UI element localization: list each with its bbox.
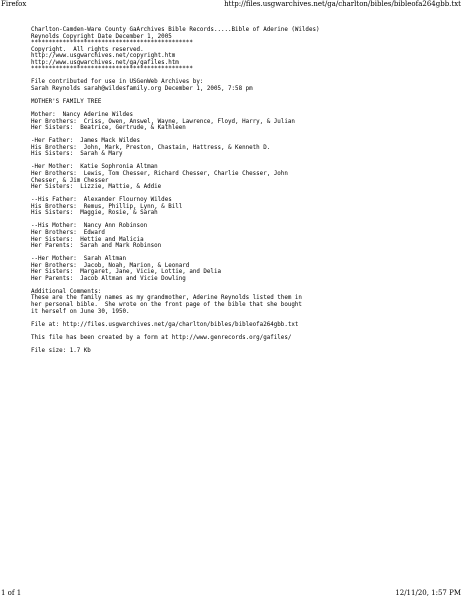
document-line: -Her Father: James Mack Wildes bbox=[31, 138, 141, 145]
browser-app-name: Firefox bbox=[1, 0, 27, 8]
document-line: His Brothers: John, Mark, Preston, Chastain, Hattress, & Kenneth D. bbox=[31, 144, 271, 151]
document-line: her personal bible. She wrote on the front page of the bible that she bought bbox=[31, 301, 302, 308]
print-timestamp: 12/11/20, 1:57 PM bbox=[395, 589, 461, 597]
document-line: Mother: Nancy Aderine Wildes bbox=[31, 112, 134, 119]
document-line: His Sisters: Maggie, Rosie, & Sarah bbox=[31, 210, 158, 217]
page-indicator: 1 of 1 bbox=[1, 589, 22, 597]
document-line: ********************************************** bbox=[31, 40, 193, 47]
document-line: http://www.usgwarchives.net/copyright.htm bbox=[31, 53, 176, 60]
document-line: This file has been created by a form at http://www.genrecords.org/gafiles/ bbox=[31, 334, 292, 341]
document-line: -Her Mother: Katie Sophronia Altman bbox=[31, 164, 158, 171]
document-line: --Her Mother: Sarah Altman bbox=[31, 256, 126, 263]
document-line: Her Sisters: Margaret, Jane, Vicie, Lottie, and Delia bbox=[31, 269, 221, 276]
document-line: Her Parents: Sarah and Mark Robinson bbox=[31, 243, 162, 250]
document-text bbox=[31, 27, 456, 354]
document-line: Her Brothers: Criss, Owen, Answel, Wayne, Lawrence, Floyd, Harry, & Julian bbox=[31, 118, 295, 125]
document-line: These are the family names as my grandmother, Aderine Reynolds listed them in bbox=[31, 295, 302, 302]
document-line: Her Brothers: Lewis, Tom Chesser, Richard Chesser, Charlie Chesser, John bbox=[31, 171, 288, 178]
document-line: File contributed for use in USGenWeb Archives by: bbox=[31, 79, 204, 86]
document-line: File size: 1.7 Kb bbox=[31, 347, 91, 354]
document-line: Her Parents: Jacob Altman and Vicie Dowling bbox=[31, 275, 186, 282]
document-line: Charlton-Camden-Ware County GaArchives Bible Records.....Bible of Aderine (Wildes) bbox=[31, 27, 320, 33]
document-line: His Brothers: Remus, Phillip, Lynn, & Bill bbox=[31, 203, 183, 210]
document-line: MOTHER'S FAMILY TREE bbox=[31, 99, 102, 106]
document-line: --His Father: Alexander Flournoy Wildes bbox=[31, 197, 172, 204]
document-line: Copyright. All rights reserved. bbox=[31, 46, 144, 53]
document-line: Reynolds Copyright Date December 1, 2005 bbox=[31, 33, 172, 40]
document-line: ********************************************** bbox=[31, 66, 193, 73]
document-line: Her Sisters: Beatrice, Gertrude, & Kathleen bbox=[31, 125, 186, 132]
document-line: Her Sisters: Lizzie, Mattie, & Addie bbox=[31, 184, 162, 191]
document-line: it herself on June 30, 1950. bbox=[31, 308, 130, 315]
document-line: Additional Comments: bbox=[31, 288, 102, 295]
document-line: Her Brothers: Jacob, Noah, Marion, & Leonard bbox=[31, 262, 190, 269]
document-line: --His Mother: Nancy Ann Robinson bbox=[31, 223, 148, 230]
document-line: Chesser, & Jim Chesser bbox=[31, 177, 109, 184]
document-line: Sarah Reynolds sarah@wildesfamily.org December 1, 2005, 7:58 pm bbox=[31, 85, 253, 92]
document-line: Her Brothers: Edward bbox=[31, 229, 105, 236]
page-url: http://files.usgwarchives.net/ga/charlton/bibles/bibleofa264gbb.txt bbox=[224, 0, 461, 8]
document-line: Her Sisters: Hettie and Malicia bbox=[31, 236, 144, 243]
document-line: http://www.usgwarchives.net/ga/gafiles.htm bbox=[31, 59, 179, 66]
document-line: His Sisters: Sarah & Mary bbox=[31, 151, 123, 158]
document-line: File at: http://files.usgwarchives.net/ga/charlton/bibles/bibleofa264gbb.txt bbox=[31, 321, 299, 328]
